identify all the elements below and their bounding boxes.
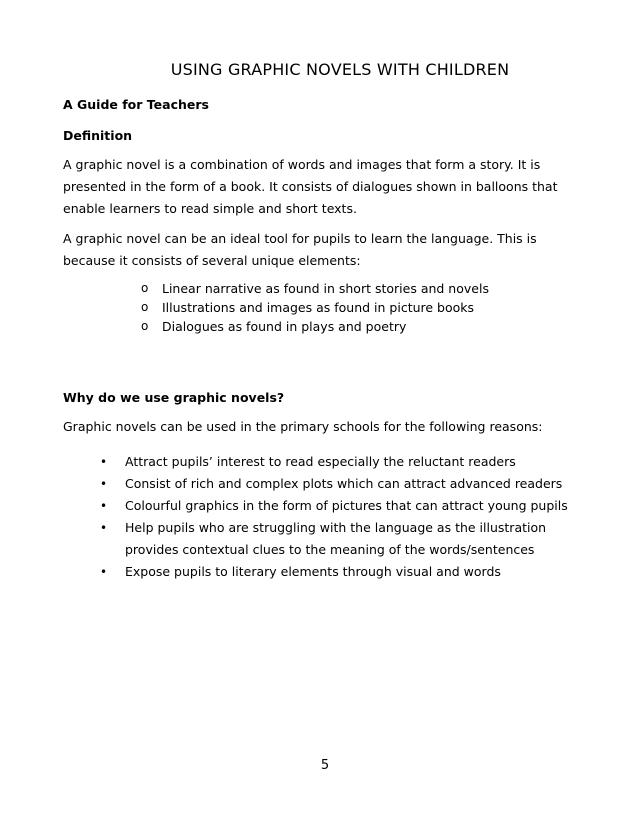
bullet-icon: • — [100, 565, 108, 579]
list-item-text: Dialogues as found in plays and poetry — [162, 319, 407, 334]
subtitle-heading: A Guide for Teachers — [63, 97, 209, 112]
list-item — [100, 561, 580, 583]
why-intro-paragraph: Graphic novels can be used in the primary schools for the following reasons: — [63, 419, 543, 434]
list-item-text: Consist of rich and complex plots which can attract advanced readers — [125, 476, 563, 491]
bullet-icon: • — [100, 477, 108, 491]
list-item-text: Colourful graphics in the form of pictures that can attract young pupils — [125, 498, 568, 513]
page-number: 5 — [320, 758, 330, 773]
list-item — [100, 473, 580, 495]
list-item — [100, 495, 580, 517]
definition-paragraph-2: A graphic novel can be an ideal tool for pupils to learn the language. This is because it consists of several unique elements: — [63, 231, 537, 268]
why-heading: Why do we use graphic novels? — [63, 390, 285, 405]
list-item-text: Help pupils who are struggling with the language as the illustration provides contextual clues to the meaning of the words/sentences — [125, 520, 547, 557]
list-item — [100, 451, 580, 473]
circle-bullet-icon: o — [141, 300, 149, 314]
bullet-icon: • — [100, 521, 108, 535]
bullet-icon: • — [100, 455, 108, 469]
reasons-list — [100, 451, 580, 583]
bullet-icon: • — [100, 499, 108, 513]
list-item-text: Attract pupils’ interest to read especially the reluctant readers — [125, 454, 516, 469]
circle-bullet-icon: o — [141, 319, 149, 333]
definition-heading: Definition — [63, 128, 133, 143]
list-item-text: Illustrations and images as found in picture books — [162, 300, 475, 315]
circle-bullet-icon: o — [141, 281, 149, 295]
document-title: USING GRAPHIC NOVELS WITH CHILDREN — [170, 60, 510, 79]
list-item-text: Expose pupils to literary elements through visual and words — [125, 564, 501, 579]
definition-paragraph-1: A graphic novel is a combination of words and images that form a story. It is presented in the form of a book. It consists of dialogues shown in balloons that enable learners to read simple and short texts. — [63, 157, 558, 216]
list-item — [100, 517, 580, 561]
list-item-text: Linear narrative as found in short stories and novels — [162, 281, 489, 296]
